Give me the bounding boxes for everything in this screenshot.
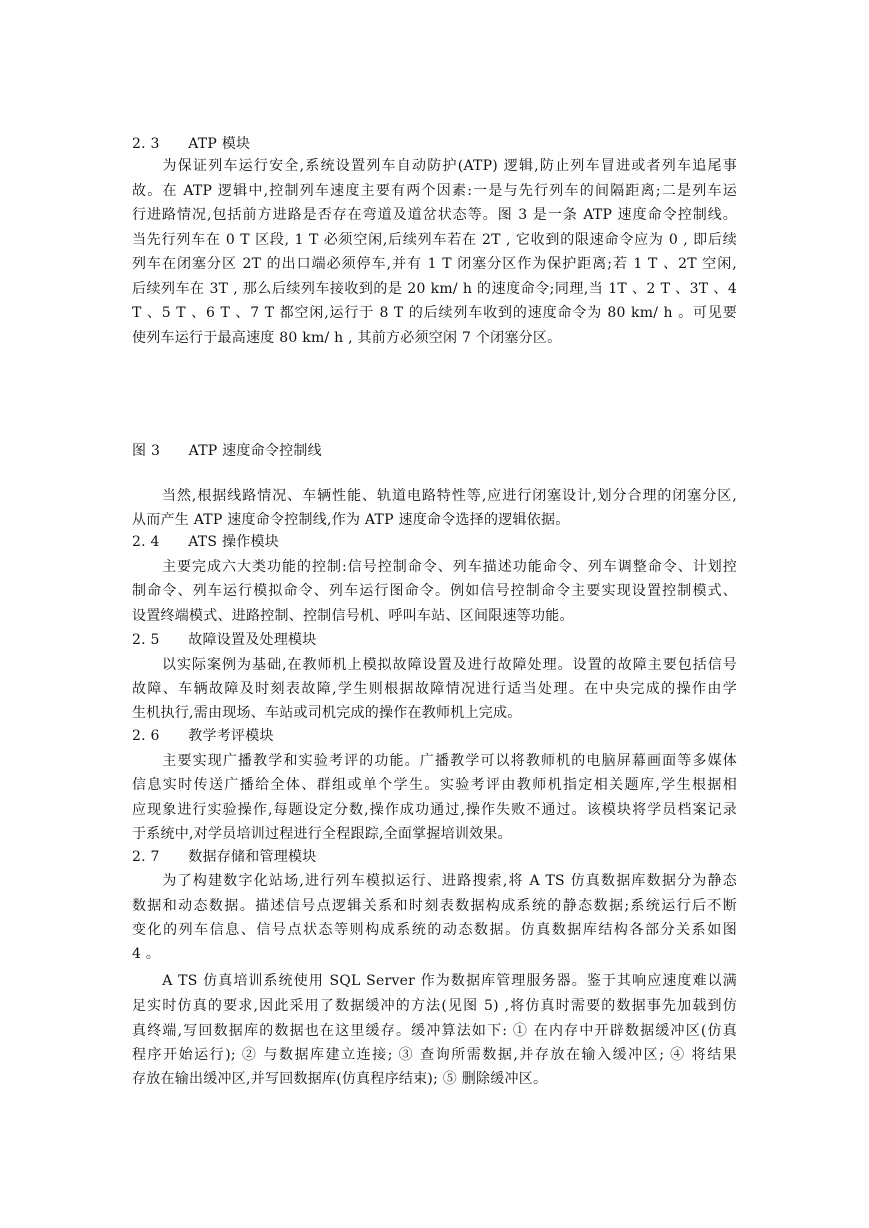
paragraph-line: 故。在 ATP 逻辑中,控制列车速度主要有两个因素:一是与先行列车的间隔距离;二是列车运 (132, 183, 737, 199)
paragraph-line: 应现象进行实验操作,每题设定分数,操作成功通过,操作失败不通过。该模块将学员档案记录 (132, 802, 737, 818)
section-heading-2-4: 2. 4 ATS 操作模块 (132, 534, 279, 550)
paragraph-line: 行进路情况,包括前方进路是否存在弯道及道岔状态等。图 3 是一条 ATP 速度命令控制线。 (132, 207, 737, 223)
paragraph-line: 列车在闭塞分区 2T 的出口端必须停车,并有 1 T 闭塞分区作为保护距离;若 1 T 、2T 空闲, (132, 256, 737, 272)
paragraph-line: T 、5 T 、6 T 、7 T 都空闲,运行于 8 T 的后续列车收到的速度命令为 80 km/ h 。可见要 (132, 305, 737, 321)
paragraph-line: 足实时仿真的要求,因此采用了数据缓冲的方法(见图 5) ,将仿真时需要的数据事先加载到仿 (132, 998, 737, 1014)
paragraph-line: 于系统中,对学员培训过程进行全程跟踪,全面掌握培训效果。 (132, 826, 512, 842)
section-heading-2-5: 2. 5 故障设置及处理模块 (132, 632, 317, 648)
paragraph-line: 使列车运行于最高速度 80 km/ h , 其前方必须空闲 7 个闭塞分区。 (132, 330, 562, 346)
section-heading-2-3: 2. 3 ATP 模块 (132, 136, 251, 152)
paragraph-line: 信息实时传送广播给全体、群组或单个学生。实验考评由教师机指定相关题库,学生根据相 (132, 777, 737, 793)
paragraph-line: 以实际案例为基础,在教师机上模拟故障设置及进行故障处理。设置的故障主要包括信号 (132, 657, 737, 673)
paragraph-line: 故障、车辆故障及时刻表故障,学生则根据故障情况进行适当处理。在中央完成的操作由学 (132, 681, 737, 697)
paragraph-line: 存放在输出缓冲区,并写回数据库(仿真程序结束); ⑤ 删除缓冲区。 (132, 1071, 548, 1087)
paragraph-line: 主要实现广播教学和实验考评的功能。广播教学可以将教师机的电脑屏幕画面等多媒体 (132, 753, 737, 769)
paragraph-line: 4 。 (132, 946, 161, 962)
paragraph-line: 制命令、列车运行模拟命令、列车运行图命令。例如信号控制命令主要实现设置控制模式、 (132, 583, 737, 599)
paragraph-line: 生机执行,需由现场、车站或司机完成的操作在教师机上完成。 (132, 705, 522, 721)
paragraph-line: 当然,根据线路情况、车辆性能、轨道电路特性等,应进行闭塞设计,划分合理的闭塞分区, (132, 488, 737, 504)
paragraph-line: 为了构建数字化站场,进行列车模拟运行、进路搜索,将 A TS 仿真数据库数据分为静态 (132, 873, 737, 889)
paragraph-line: 真终端,写回数据库的数据也在这里缓存。缓冲算法如下: ① 在内存中开辟数据缓冲区(仿真 (132, 1023, 737, 1039)
section-heading-2-6: 2. 6 教学考评模块 (132, 728, 274, 744)
section-heading-2-7: 2. 7 数据存储和管理模块 (132, 849, 317, 865)
paragraph-line: 数据和动态数据。描述信号点逻辑关系和时刻表数据构成系统的静态数据;系统运行后不断 (132, 898, 737, 914)
paragraph-line: 主要完成六大类功能的控制:信号控制命令、列车描述功能命令、列车调整命令、计划控 (132, 559, 737, 575)
figure-3-caption: 图 3 ATP 速度命令控制线 (132, 443, 322, 459)
paragraph-line: 变化的列车信息、信号点状态等则构成系统的动态数据。仿真数据库结构各部分关系如图 (132, 922, 737, 938)
paragraph-line: 设置终端模式、进路控制、控制信号机、呼叫车站、区间限速等功能。 (132, 608, 574, 624)
paragraph-line: 从而产生 ATP 速度命令控制线,作为 ATP 速度命令选择的逻辑依据。 (132, 512, 570, 528)
paragraph-line: 当先行列车在 0 T 区段, 1 T 必须空闲,后续列车若在 2T , 它收到的限速命令应为 0 , 即后续 (132, 232, 737, 248)
paragraph-line: 后续列车在 3T , 那么后续列车接收到的是 20 km/ h 的速度命令;同理,当 1T 、2 T 、3T 、4 (132, 281, 737, 297)
paragraph-line: A TS 仿真培训系统使用 SQL Server 作为数据库管理服务器。鉴于其响应速度难以满 (132, 973, 737, 989)
paragraph-line: 为保证列车运行安全,系统设置列车自动防护(ATP) 逻辑,防止列车冒进或者列车追尾事 (132, 158, 737, 174)
paragraph-line: 程序开始运行); ② 与数据库建立连接; ③ 查询所需数据,并存放在输入缓冲区; ④ 将结果 (132, 1047, 737, 1063)
